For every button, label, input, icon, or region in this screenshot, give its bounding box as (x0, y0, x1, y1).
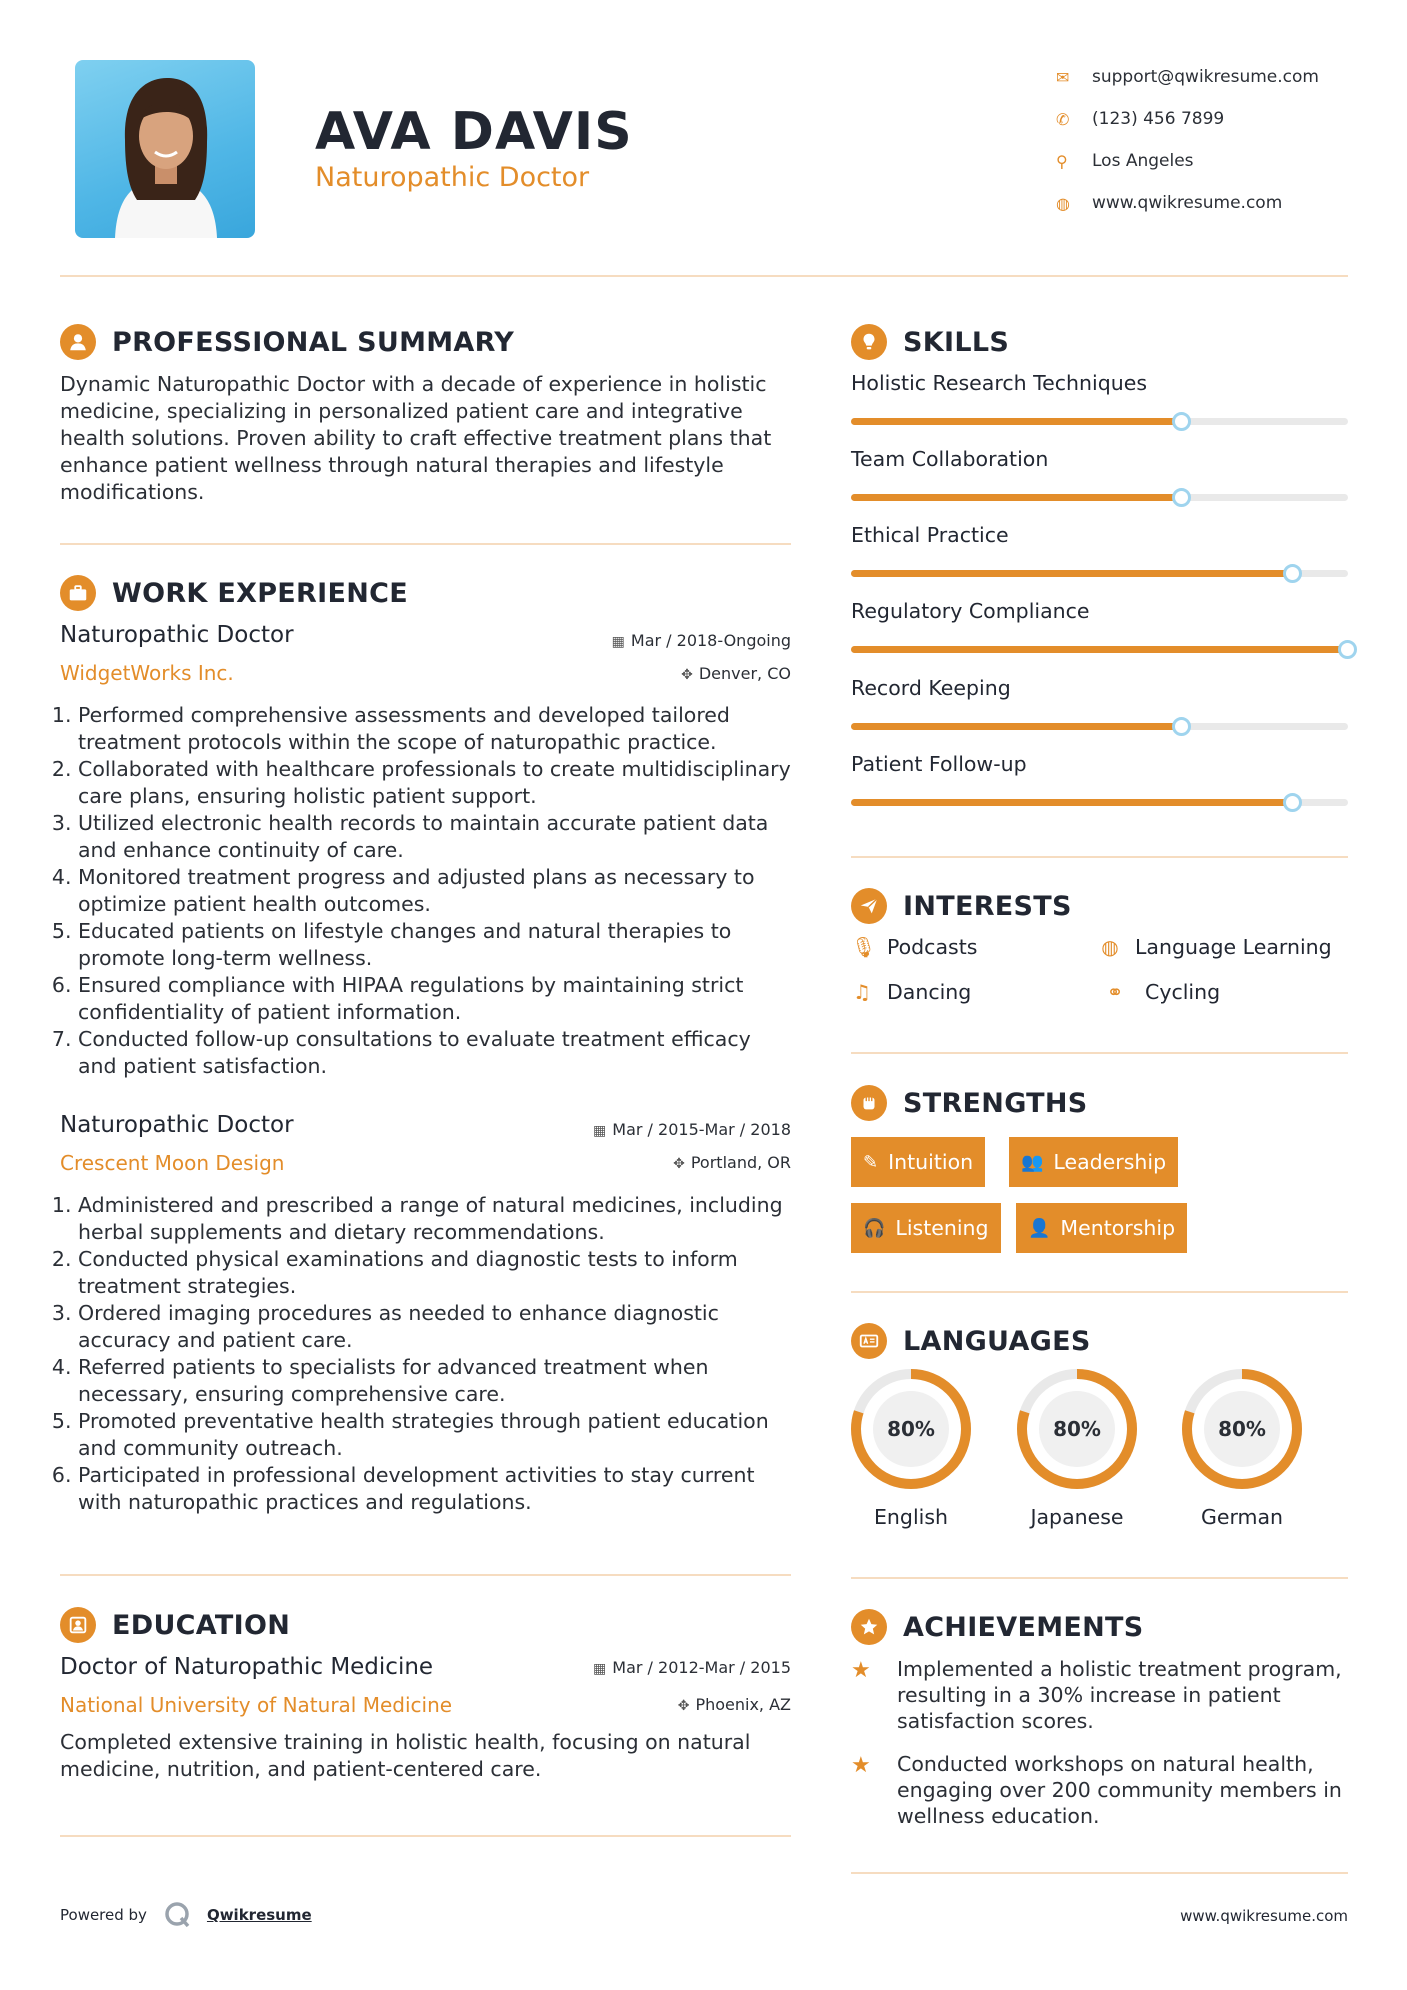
school-name: National University of Natural Medicine (60, 1693, 453, 1717)
bicycle-icon: ⚭ (1106, 980, 1124, 1004)
summary-heading: PROFESSIONAL SUMMARY (60, 324, 514, 360)
briefcase-icon (60, 575, 96, 611)
job-date: ▦ Mar / 2018-Ongoing (611, 631, 791, 650)
language-name: English (873, 1505, 949, 1529)
strength-tag-listening: 🎧 Listening (851, 1203, 1001, 1253)
skill-fill (851, 646, 1348, 653)
language-item (1015, 1367, 1139, 1529)
strengths-divider (851, 1291, 1348, 1293)
education-heading: EDUCATION (60, 1607, 290, 1643)
contact-location: ⚲ Los Angeles (1050, 140, 1380, 182)
list-item: 3. Ordered imaging procedures as needed to enhance diagnostic accuracy and patient care. (78, 1300, 795, 1354)
skill-name: Regulatory Compliance (851, 599, 1090, 623)
skills-divider (851, 856, 1348, 858)
list-item: 2. Conducted physical examinations and diagnostic tests to inform treatment strategies. (78, 1246, 795, 1300)
language-name: German (1200, 1505, 1284, 1529)
interests-divider (851, 1052, 1348, 1054)
contact-phone[interactable]: ✆ (123) 456 7899 (1050, 98, 1380, 140)
skill-knob (1172, 717, 1191, 736)
skill-fill (851, 418, 1182, 425)
language-card-icon (851, 1323, 887, 1359)
skill-item (851, 752, 1348, 806)
degree-title: Doctor of Naturopathic Medicine (60, 1654, 434, 1680)
job-bullets (60, 702, 795, 1080)
job-company: Crescent Moon Design (60, 1151, 285, 1175)
skill-knob (1283, 564, 1302, 583)
education-text: Completed extensive training in holistic health, focusing on natural medicine, nutrition, and patient-centered care. (60, 1730, 751, 1781)
skill-fill (851, 494, 1182, 501)
interest-dancing: ♫ Dancing (851, 980, 971, 1004)
candidate-role: Naturopathic Doctor (315, 162, 590, 193)
list-item: 5. Promoted preventative health strategies through patient education and community outreach. (78, 1408, 795, 1462)
education-divider (60, 1835, 791, 1837)
candidate-name: AVA DAVIS (315, 102, 633, 162)
header-divider (60, 275, 1348, 277)
list-item: 7. Conducted follow-up consultations to evaluate treatment efficacy and patient satisfaction. (78, 1026, 795, 1080)
mail-icon: ✉ (1056, 67, 1070, 87)
language-item (849, 1367, 973, 1529)
interests-heading: INTERESTS (851, 888, 1072, 924)
lightbulb-icon (851, 324, 887, 360)
skill-knob (1338, 640, 1357, 659)
list-item: 6. Ensured compliance with HIPAA regulations by maintaining strict confidentiality of patient information. (78, 972, 795, 1026)
languages-heading: LANGUAGES (851, 1323, 1091, 1359)
skill-name: Holistic Research Techniques (851, 371, 1147, 395)
calendar-icon: ▦ (593, 1123, 607, 1139)
pin-icon: ✥ (673, 1156, 685, 1172)
language-item (1180, 1367, 1304, 1529)
qwikresume-logo-icon (163, 1900, 193, 1930)
graduation-icon (60, 1607, 96, 1643)
skills-heading: SKILLS (851, 324, 1009, 360)
skill-item (851, 523, 1348, 577)
profile-photo (75, 60, 255, 238)
headphones-icon: 🎧 (863, 1217, 886, 1239)
summary-divider (60, 543, 791, 545)
skill-fill (851, 799, 1293, 806)
list-item: 3. Utilized electronic health records to maintain accurate patient data and enhance continuity of care. (78, 810, 795, 864)
achievement-item: ★ Conducted workshops on natural health, engaging over 200 community members in wellness education. (851, 1752, 1342, 1828)
strengths-heading: STRENGTHS (851, 1085, 1088, 1121)
microphone-icon: 🎙 (851, 935, 877, 959)
skill-item (851, 599, 1348, 653)
skill-name: Patient Follow-up (851, 752, 1027, 776)
paper-plane-icon (851, 888, 887, 924)
list-item: 1. Performed comprehensive assessments and developed tailored treatment protocols within the scope of naturopathic practice. (78, 702, 795, 756)
skill-bar (851, 799, 1348, 806)
languages-divider (851, 1577, 1348, 1579)
music-note-icon: ♫ (853, 980, 871, 1004)
skill-item (851, 371, 1348, 425)
strength-tag-intuition: ✎ Intuition (851, 1137, 985, 1187)
skill-bar (851, 570, 1348, 577)
interest-cycling: ⚭ Cycling (1099, 980, 1220, 1004)
list-item: 4. Referred patients to specialists for advanced treatment when necessary, ensuring comprehensive care. (78, 1354, 795, 1408)
job-location: ✥ Portland, OR (673, 1153, 791, 1172)
fist-icon (851, 1085, 887, 1121)
user-icon (60, 324, 96, 360)
location-icon: ⚲ (1056, 151, 1068, 171)
language-name: Japanese (1030, 1505, 1124, 1529)
calendar-icon: ▦ (593, 1661, 607, 1677)
list-item: 5. Educated patients on lifestyle changes and natural therapies to promote long-term wellness. (78, 918, 795, 972)
skill-item (851, 447, 1348, 501)
summary-text: Dynamic Naturopathic Doctor with a decade of experience in holistic medicine, specializing in personalized patient care and integrative health solutions. Proven ability to craft effective treatment plans that enhance patient wellness through natural therapies and lifestyle modifications. (60, 372, 772, 504)
achievements-divider (851, 1872, 1348, 1874)
magic-wand-icon: ✎ (863, 1151, 879, 1173)
pin-icon: ✥ (681, 667, 693, 683)
user-plus-icon: 👤 (1028, 1217, 1051, 1239)
education-date: ▦ Mar / 2012-Mar / 2015 (593, 1658, 791, 1677)
star-icon: ★ (851, 1753, 871, 1778)
skill-bar (851, 646, 1348, 653)
job-company: WidgetWorks Inc. (60, 661, 234, 685)
list-item: 6. Participated in professional development activities to stay current with naturopathic practices and regulations. (78, 1462, 795, 1516)
interest-podcasts: 🎙 Podcasts (851, 935, 978, 959)
list-item: 4. Monitored treatment progress and adjusted plans as necessary to optimize patient health outcomes. (78, 864, 795, 918)
skill-fill (851, 570, 1293, 577)
contact-website[interactable]: ◍ www.qwikresume.com (1050, 182, 1380, 224)
star-icon: ★ (851, 1658, 871, 1683)
globe-icon: ◍ (1101, 935, 1119, 959)
language-percent: 80% (887, 1417, 935, 1441)
job-location: ✥ Denver, CO (681, 664, 791, 683)
skill-knob (1283, 793, 1302, 812)
skill-fill (851, 723, 1182, 730)
language-percent: 80% (1218, 1417, 1266, 1441)
experience-heading: WORK EXPERIENCE (60, 575, 408, 611)
skill-knob (1172, 488, 1191, 507)
footer-website[interactable]: www.qwikresume.com (1180, 1907, 1348, 1925)
language-percent: 80% (1053, 1417, 1101, 1441)
strength-tag-mentorship: 👤 Mentorship (1016, 1203, 1187, 1253)
skill-name: Record Keeping (851, 676, 1011, 700)
list-item: 2. Collaborated with healthcare professionals to create multidisciplinary care plans, ensuring holistic patient support. (78, 756, 795, 810)
skill-item (851, 676, 1348, 730)
achievements-heading: ACHIEVEMENTS (851, 1609, 1144, 1645)
list-item: 1. Administered and prescribed a range of natural medicines, including herbal supplements and dietary recommendations. (78, 1192, 795, 1246)
education-location: ✥ Phoenix, AZ (677, 1695, 791, 1714)
skill-name: Ethical Practice (851, 523, 1009, 547)
calendar-icon: ▦ (611, 634, 625, 650)
interest-language-learning: ◍ Language Learning (1099, 935, 1332, 959)
job-bullets (60, 1192, 795, 1516)
skill-bar (851, 494, 1348, 501)
footer-powered-by: Powered by Qwikresume (60, 1900, 312, 1930)
contact-list (1050, 56, 1380, 224)
skill-bar (851, 418, 1348, 425)
experience-divider (60, 1574, 791, 1576)
star-badge-icon (851, 1609, 887, 1645)
users-icon: 👥 (1021, 1151, 1044, 1173)
achievement-item: ★ Implemented a holistic treatment program, resulting in a 30% increase in patient satisfaction scores. (851, 1657, 1342, 1733)
skill-name: Team Collaboration (851, 447, 1049, 471)
skill-bar (851, 723, 1348, 730)
phone-icon: ✆ (1056, 109, 1070, 129)
pin-icon: ✥ (677, 1698, 690, 1714)
globe-icon: ◍ (1056, 193, 1070, 213)
skill-knob (1172, 412, 1191, 431)
job-title: Naturopathic Doctor (60, 1112, 294, 1138)
job-date: ▦ Mar / 2015-Mar / 2018 (593, 1120, 791, 1139)
contact-email[interactable]: ✉ support@qwikresume.com (1050, 56, 1380, 98)
strength-tag-leadership: 👥 Leadership (1009, 1137, 1178, 1187)
job-title: Naturopathic Doctor (60, 622, 294, 648)
qwikresume-link[interactable]: Qwikresume (206, 1906, 312, 1924)
